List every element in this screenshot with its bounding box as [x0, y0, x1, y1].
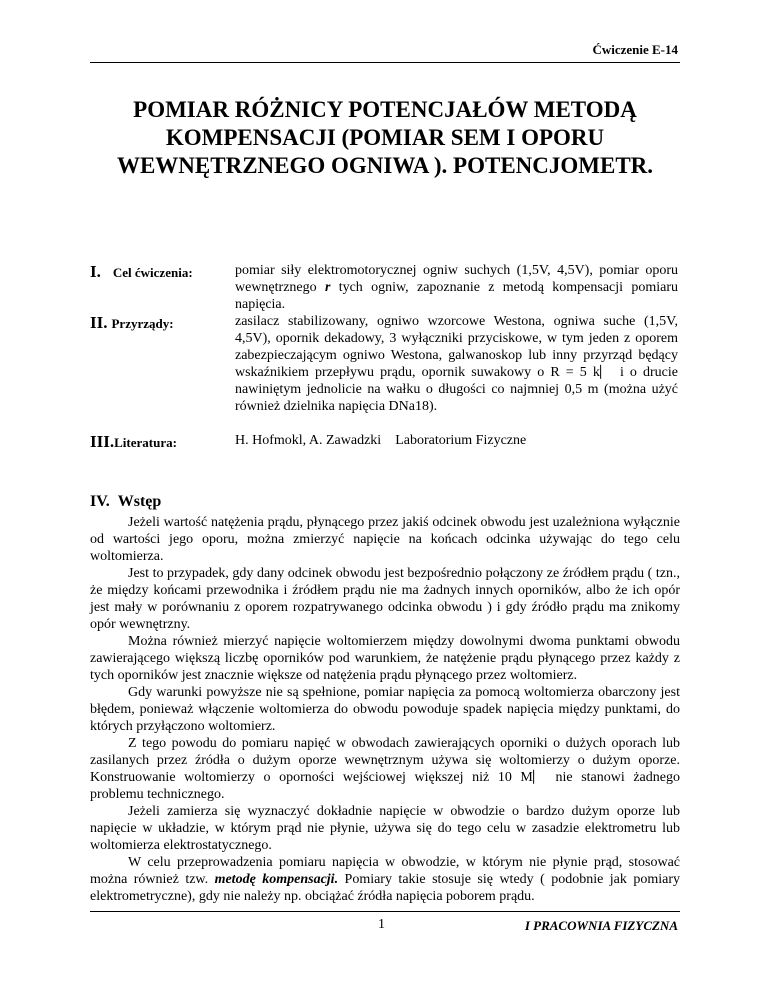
info-equipment-title: Przyrządy:	[111, 316, 174, 331]
resistance-symbol: r	[324, 280, 331, 295]
info-goal-label	[90, 262, 193, 282]
title-line-3: WEWNĘTRZNEGO OGNIWA ). POTENCJOMETR.	[116, 153, 654, 178]
info-goal-title: Cel ćwiczenia:	[112, 265, 193, 280]
section-title: Wstęp	[117, 493, 162, 510]
info-equipment-text: zasilacz stabilizowany, ogniwo wzorcowe Westona, ogniwa suche (1,5V, 4,5V), opornik dekadowy, 3 wyłączniki przyciskowe, w tym jeden z oporem zabezpieczającym ogniwo Westona, galwanoskop lub inny przyrząd będący wskaźnikiem przepływu prądu, opornik suwakowy o R = 5 k⎸ i o drucie nawiniętym jednolicie na wałku o długości co najmniej 0,5 m (można użyć również dzielnika napięcia DNa18).	[235, 314, 678, 414]
info-equipment-label	[90, 313, 174, 333]
info-equipment-numeral: II.	[90, 313, 108, 332]
compensation-method-term: metodę kompensacji.	[214, 872, 339, 887]
paragraph-7: W celu przeprowadzenia pomiaru napięcia w obwodzie, w którym nie płynie prąd, stosować można również tzw. metodę kompensacji. Pomiary takie stosuje się wtedy ( podobnie jak pomiary elektrometryczne), gdy nie należy np. obciążać źródła napięcia poborem prądu.	[90, 855, 680, 904]
info-literature-numeral: III.	[90, 432, 115, 451]
info-literature-text	[235, 432, 678, 449]
exercise-label: Ćwiczenie E-14	[592, 42, 678, 57]
section-numeral: IV.	[90, 493, 110, 510]
paragraph-3: Można również mierzyć napięcie woltomierzem między dowolnymi dwoma punktami obwodu zawierającego większą liczbę oporników pod warunkiem, że natężenie prądu płynącego przez każdy z tych oporników jest znacznie większe od natężenia prądu płynącego przez woltomierz.	[90, 634, 680, 683]
page-title	[90, 96, 680, 180]
paragraph-2: Jest to przypadek, gdy dany odcinek obwodu jest bezpośrednio połączony ze źródłem prądu ( tzn., że między końcami przewodnika i źródłem prądu nie ma żadnych innych oporników, albo że ich opór jest mały w porównaniu z oporem rozpatrywanego odcinka obwodu ) i gdy źródło prądu ma znikomy opór wewnętrzny.	[90, 566, 680, 632]
info-literature-label	[90, 432, 177, 452]
paragraph-5: Z tego powodu do pomiaru napięć w obwodach zawierających oporniki o dużych oporach lub zasilanych przez źródła o dużym oporze wewnętrznym używa się woltomierzy o dużym oporze. Konstruowanie woltomierzy o oporności wejściowej większej niż 10 M⎸ nie stanowi żadnego problemu technicznego.	[90, 736, 680, 802]
footer-divider	[90, 911, 680, 912]
paragraph-6: Jeżeli zamierza się wyznaczyć dokładnie napięcie w obwodzie o bardzo dużym oporze lub napięcie w układzie, w którym prąd nie płynie, używa się do tego celu w zasadzie elektrometru lub woltomierza elektrostatycznego.	[90, 804, 680, 853]
footer-course-label: I PRACOWNIA FIZYCZNA	[524, 918, 678, 933]
paragraph-1: Jeżeli wartość natężenia prądu, płynącego przez jakiś odcinek obwodu jest uzależniona wyłącznie od wartości jego oporu, można zmierzyć napięcie na końcach odcinka używając do tego celu woltomierza.	[90, 515, 680, 564]
section-heading	[90, 493, 161, 511]
page-number: 1	[378, 917, 385, 932]
info-literature-title: Literatura:	[114, 435, 177, 450]
body-text	[90, 514, 680, 905]
title-line-2: KOMPENSACJI (POMIAR SEM I OPORU	[165, 125, 605, 150]
info-goal-numeral: I.	[90, 262, 101, 281]
paragraph-4: Gdy warunki powyższe nie są spełnione, pomiar napięcia za pomocą woltomierza obarczony jest błędem, ponieważ włączenie woltomierza do obwodu powoduje spadek napięcia między punktami, do których przyłączono woltomierz.	[90, 685, 680, 734]
literature-authors: H. Hofmokl, A. Zawadzki	[235, 433, 382, 448]
title-line-1: POMIAR RÓŻNICY POTENCJAŁÓW METODĄ	[133, 97, 637, 122]
literature-book: Laboratorium Fizyczne	[395, 433, 527, 448]
info-goal-text: pomiar siły elektromotorycznej ogniw suchych (1,5V, 4,5V), pomiar oporu wewnętrznego r tych ogniw, zapoznanie z metodą kompensacji pomiaru napięcia.	[235, 263, 678, 312]
header-divider	[90, 62, 680, 63]
